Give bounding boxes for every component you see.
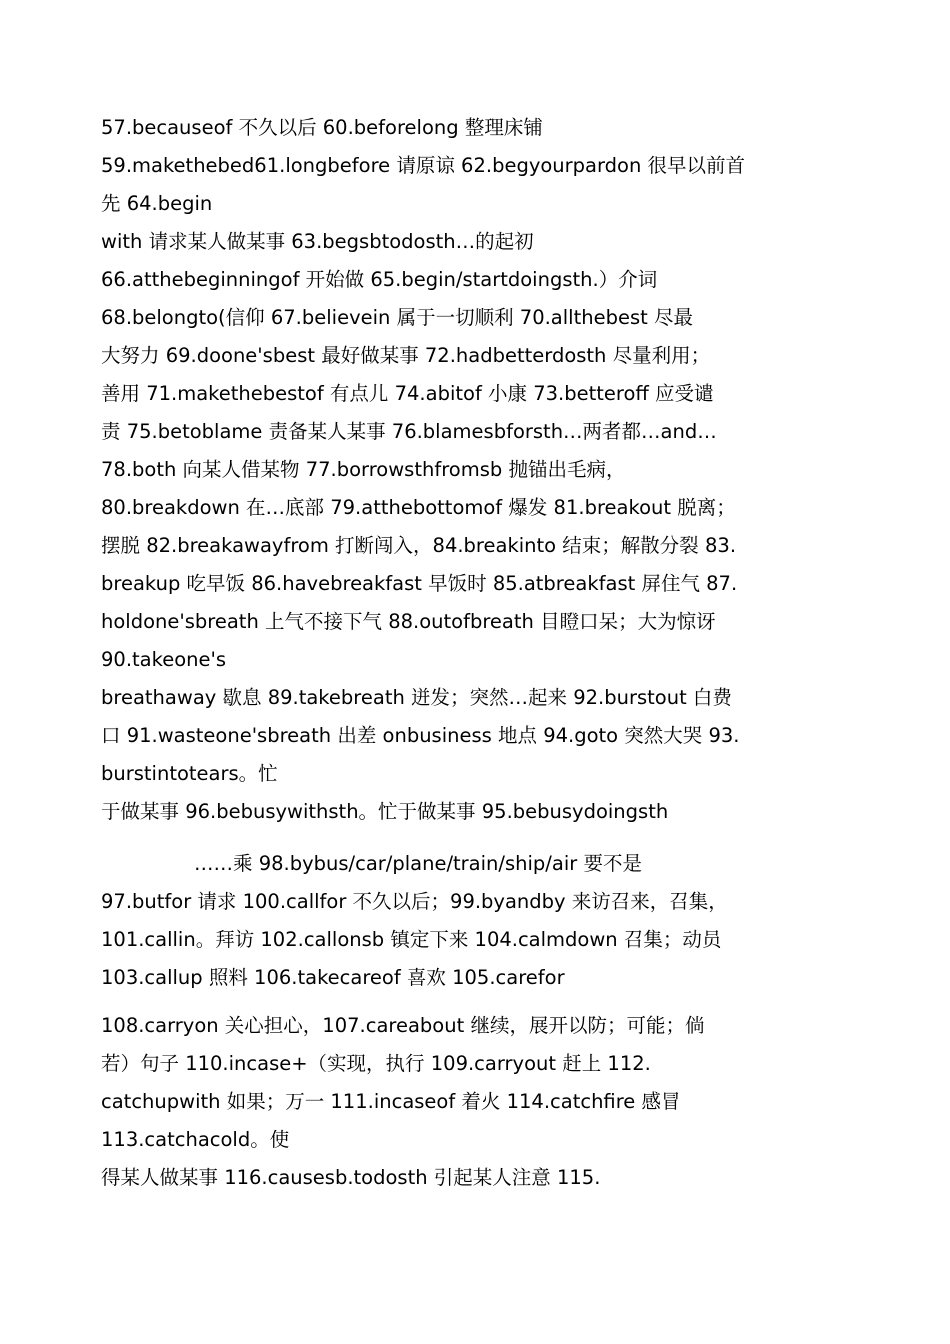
text-line: 103.callup 照料 106.takecareof 喜欢 105.carefor [101,966,565,989]
text-line: 得某人做某事 116.causesb.todosth 引起某人注意 115. [101,1166,601,1189]
text-line: 59.makethebed61.longbefore 请原谅 62.begyourpardon 很早以前首 [101,154,746,177]
text-line: 90.takeone's [101,648,227,671]
text-line: catchupwith 如果；万一 111.incaseof 着火 114.catchfire 感冒 [101,1090,681,1113]
text-line: holdone'sbreath 上气不接下气 88.outofbreath 目瞪口呆；大为惊讶 [101,610,716,633]
text-line: 78.both 向某人借某物 77.borrowsthfromsb 抛锚出毛病， [101,458,626,481]
text-line: 80.breakdown 在…底部 79.atthebottomof 爆发 81.breakout 脱离； [101,496,736,519]
text-line: 先 64.begin [101,192,213,215]
text-line: 101.callin。拜访 102.callonsb 镇定下来 104.calmdown 召集；动员 [101,928,722,951]
text-line: burstintotears。忙 [101,762,278,785]
text-line: 责 75.betoblame 责备某人某事 76.blamesbforsth…两者都…and… [101,420,717,443]
text-line: 108.carryon 关心担心，107.careabout 继续，展开以防；可能；倘 [101,1014,705,1037]
text-line: 于做某事 96.bebusywithsth。忙于做某事 95.bebusydoingsth [101,800,669,823]
text-line: 若）句子 110.incase+（实现，执行 109.carryout 赶上 112. [101,1052,651,1075]
text-line: 善用 71.makethebestof 有点儿 74.abitof 小康 73.betteroff 应受谴 [101,382,714,405]
text-line: 摆脱 82.breakawayfrom 打断闯入，84.breakinto 结束；解散分裂 83. [101,534,737,557]
text-line: 57.becauseof 不久以后 60.beforelong 整理床铺 [101,116,543,139]
text-line: breathaway 歇息 89.takebreath 迸发；突然…起来 92.burstout 白费 [101,686,732,709]
text-line: breakup 吃早饭 86.havebreakfast 早饭时 85.atbreakfast 屏住气 87. [101,572,738,595]
text-line: 口 91.wasteone'sbreath 出差 onbusiness 地点 94.goto 突然大哭 93. [101,724,740,747]
text-line: 113.catchacold。使 [101,1128,290,1151]
text-line: 66.atthebeginningof 开始做 65.begin/startdoingsth.）介词 [101,268,658,291]
text-line: ……乘 98.bybus/car/plane/train/ship/air 要不是 [194,852,642,875]
text-line: 68.belongto(信仰 67.believein 属于一切顺利 70.allthebest 尽最 [101,306,693,329]
text-line: 大努力 69.doone'sbest 最好做某事 72.hadbetterdosth 尽量利用； [101,344,711,367]
text-line: with 请求某人做某事 63.begsbtodosth…的起初 [101,230,534,253]
text-line: 97.butfor 请求 100.callfor 不久以后；99.byandby 来访召来，召集， [101,890,728,913]
